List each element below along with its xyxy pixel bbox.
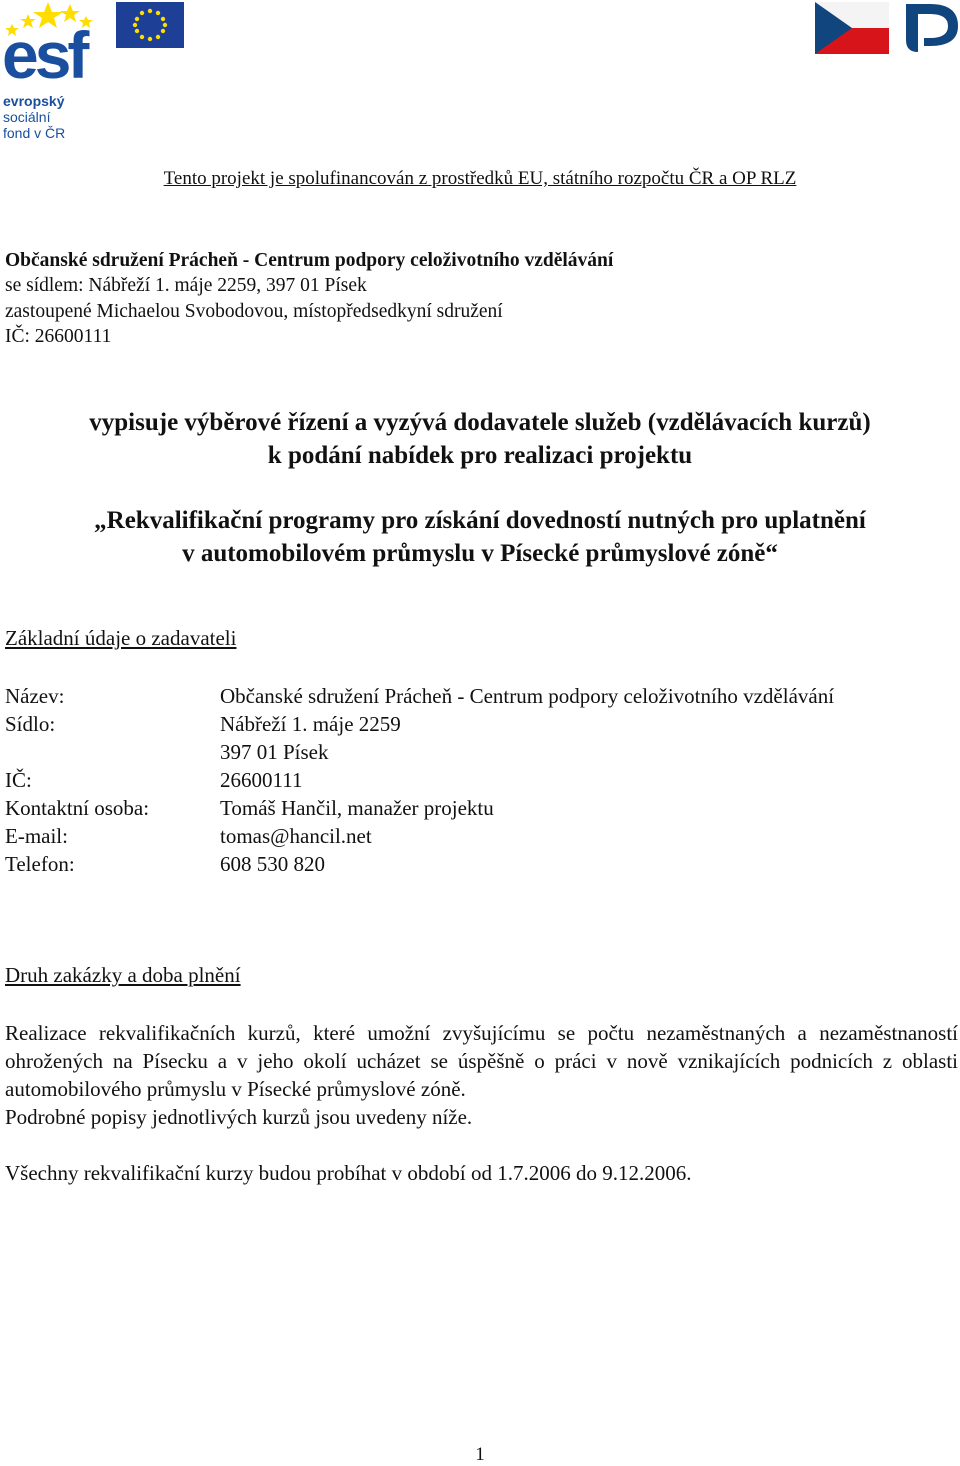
project-title-line-2: v automobilovém průmyslu v Písecké průmyslové zóně“ <box>182 540 778 567</box>
organization-seat: se sídlem: Nábřeží 1. máje 2259, 397 01 Písek <box>5 275 367 296</box>
info-value: 26600111 <box>220 768 303 792</box>
organization-ic: IČ: 26600111 <box>5 326 112 347</box>
organization-representative: zastoupené Michaelou Svobodovou, místopředsedkyní sdružení <box>5 301 503 322</box>
esf-caption-1: evropský <box>3 93 65 109</box>
esf-caption-2: sociální <box>3 109 51 125</box>
info-row <box>5 682 834 710</box>
info-row <box>5 766 834 794</box>
eu-flag-icon <box>116 2 184 48</box>
announcement-line-1: vypisuje výběrové řízení a vyzývá dodavatele služeb (vzdělávacích kurzů) <box>89 409 871 436</box>
contract-paragraph: Realizace rekvalifikačních kurzů, které umožní zvyšujícímu se počtu nezaměstnaných a nezaměstnaností ohrožených na Písecku a v jeho okolí ucházet se úspěšně o práci v nově vznikajících podnicích z oblasti automobilového průmyslu v Písecké průmyslové zóně. <box>5 1021 958 1101</box>
contract-details: Podrobné popisy jednotlivých kurzů jsou uvedeny níže. <box>5 1105 473 1129</box>
info-label: Název: <box>5 684 65 708</box>
info-row <box>5 738 834 766</box>
info-value: 397 01 Písek <box>220 740 329 764</box>
info-value: Občanské sdružení Prácheň - Centrum podpory celoživotního vzdělávání <box>220 684 835 708</box>
esf-logo <box>0 0 110 145</box>
info-label <box>5 738 220 766</box>
esf-caption-3: fond v ČR <box>3 125 66 141</box>
email-link[interactable]: tomas@hancil.net <box>220 824 372 848</box>
info-row <box>5 822 834 850</box>
announcement-line-2: k podání nabídek pro realizaci projektu <box>267 442 693 469</box>
page-number: 1 <box>475 1444 485 1465</box>
organization-name: Občanské sdružení Prácheň - Centrum podpory celoživotního vzdělávání <box>5 250 614 271</box>
info-row <box>5 710 834 738</box>
info-row <box>5 794 834 822</box>
info-label: E-mail: <box>5 824 68 848</box>
info-label: IČ: <box>5 768 32 792</box>
info-value: 608 530 820 <box>220 852 325 876</box>
info-label: Sídlo: <box>5 712 56 736</box>
esf-letters: esf <box>2 18 86 92</box>
basic-info-table <box>5 682 834 878</box>
project-title-line-1: „Rekvalifikační programy pro získání dovedností nutných pro uplatnění <box>94 507 866 534</box>
info-row <box>5 850 834 878</box>
contract-period: Všechny rekvalifikační kurzy budou probíhat v období od 1.7.2006 do 9.12.2006. <box>5 1161 692 1185</box>
basic-info-heading: Základní údaje o zadavateli <box>5 626 237 650</box>
funding-note: Tento projekt je spolufinancován z prostředků EU, státního rozpočtu ČR a OP RLZ <box>163 168 797 189</box>
czech-flag-icon <box>815 2 889 54</box>
info-label: Kontaktní osoba: <box>5 796 150 820</box>
contract-heading: Druh zakázky a doba plnění <box>5 963 241 987</box>
info-value: Tomáš Hančil, manažer projektu <box>220 796 494 820</box>
info-label: Telefon: <box>5 852 75 876</box>
info-value: Nábřeží 1. máje 2259 <box>220 712 401 736</box>
mpsv-logo-icon <box>900 0 960 56</box>
